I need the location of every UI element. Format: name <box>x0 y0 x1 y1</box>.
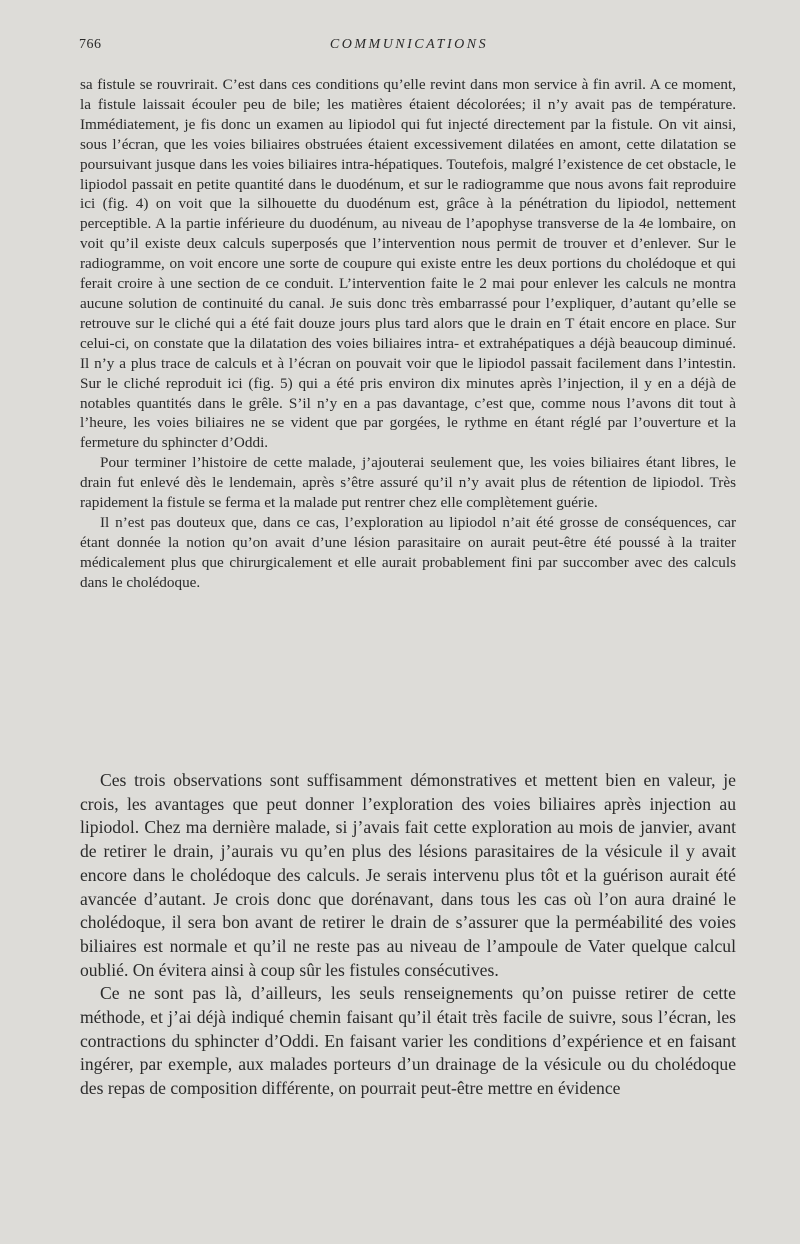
paragraph-outcome: Pour terminer l’histoire de cette malade, j’ajouterai seulement que, les voies biliaires étant libres, le drain fut enlevé dès le lendemain, après s’être assuré qu’il n’y avait plus de rétention de lipiodol. Très rapidement la fistule se ferma et la malade put rentrer chez elle complètement guérie. <box>80 454 736 512</box>
paragraph-conclusion: Ces trois observations sont suffisamment démonstratives et mettent bien en valeur, je crois, les avantages que peut donner l’exploration des voies biliaires après injection au lipiodol. Chez ma dernière malade, si j’avais fait cette exploration au mois de janvier, avant de retirer le drain, j’aurais vu qu’en plus des lésions parasitaires de la vésicule il y avait encore dans le cholédoque des calculs. Je serais intervenu plus tôt et la guérison aurait été avancée d’autant. Je crois donc que dorénavant, dans tous les cas où l’on aura drainé le cholédoque, il sera bon avant de retirer le drain de s’assurer que la perméabilité des voies biliaires est normale et qu’il ne reste pas au niveau de l’ampoule de Vater quelque calcul oublié. On évitera ainsi à coup sûr les fistules consécutives. <box>80 770 736 980</box>
paragraph-consequences: Il n’est pas douteux que, dans ce cas, l’exploration au lipiodol n’ait été grosse de conséquences, car étant donnée la notion qu’on avait d’une lésion parasitaire on aurait peut-être été poussé à la traiter médicalement plus que chirurgicalement et elle aurait probablement fini par succomber avec des calculs dans le cholédoque. <box>80 513 736 591</box>
page-number: 766 <box>79 37 102 52</box>
main-text-block <box>80 769 736 1101</box>
small-print-block <box>80 75 736 593</box>
running-section-title: COMMUNICATIONS <box>329 37 489 52</box>
paragraph-further-information: Ce ne sont pas là, d’ailleurs, les seuls renseignements qu’on puisse retirer de cette méthode, et j’ai déjà indiqué chemin faisant qu’il était très facile de suivre, sous l’écran, les contractions du sphincter d’Oddi. En faisant varier les conditions d’expérience et en faisant ingérer, par exemple, aux malades porteurs d’un drainage de la vésicule ou du cholédoque des repas de composition différente, on pourrait peut-être mettre en évidence <box>80 983 736 1099</box>
paragraph-case-history: sa fistule se rouvrirait. C’est dans ces conditions qu’elle revint dans mon service à fin avril. A ce moment, la fistule laissait écouler peu de bile; les matières étaient décolorées; il n’y avait pas de température. Immédiatement, je fis donc un examen au lipiodol qui fut injecté directement par la fistule. On vit ainsi, sous l’écran, que les voies biliaires obstruées étaient excessivement dilatées en amont, cette dilatation se poursuivant jusque dans les voies biliaires intra-hépatiques. Toutefois, malgré l’existence de cet obstacle, le lipiodol passait en petite quantité dans le duodénum, et sur le radiogramme que nous avons fait reproduire ici (fig. 4) on voit que la silhouette du duodénum est, grâce à la pénétration du lipiodol, nettement perceptible. A la partie inférieure du duodénum, au niveau de l’apophyse transverse de la 4e lombaire, on voit qu’il existe deux calculs superposés que l’intervention nous permit de trouver et d’enlever. Sur le radiogramme, on voit encore une sorte de coupure qui existe entre les deux portions du cholédoque et qui ferait croire à une section de ce conduit. L’intervention faite le 2 mai pour enlever les calculs ne montra aucune solution de continuité du canal. Je suis donc très embarrassé pour l’expliquer, d’autant qu’elle se retrouve sur le cliché qui a été fait douze jours plus tard alors que le drain en T était encore en place. Sur celui-ci, on constate que la dilatation des voies biliaires intra- et extrahépatiques a déjà beaucoup diminué. Il n’y a plus trace de calculs et à l’écran on pouvait voir que le lipiodol passait facilement dans l’intestin. Sur le cliché reproduit ici (fig. 5) qui a été pris environ dix minutes après l’injection, il y en a déjà de notables quantités dans le grêle. S’il n’y en a pas davantage, c’est que, comme nous l’avons dit tout à l’heure, les voies biliaires ne se vident que par gorgées, le rythme en étant réglé par l’ouverture et la fermeture du sphincter d’Oddi. <box>80 76 736 452</box>
running-header <box>79 37 739 59</box>
